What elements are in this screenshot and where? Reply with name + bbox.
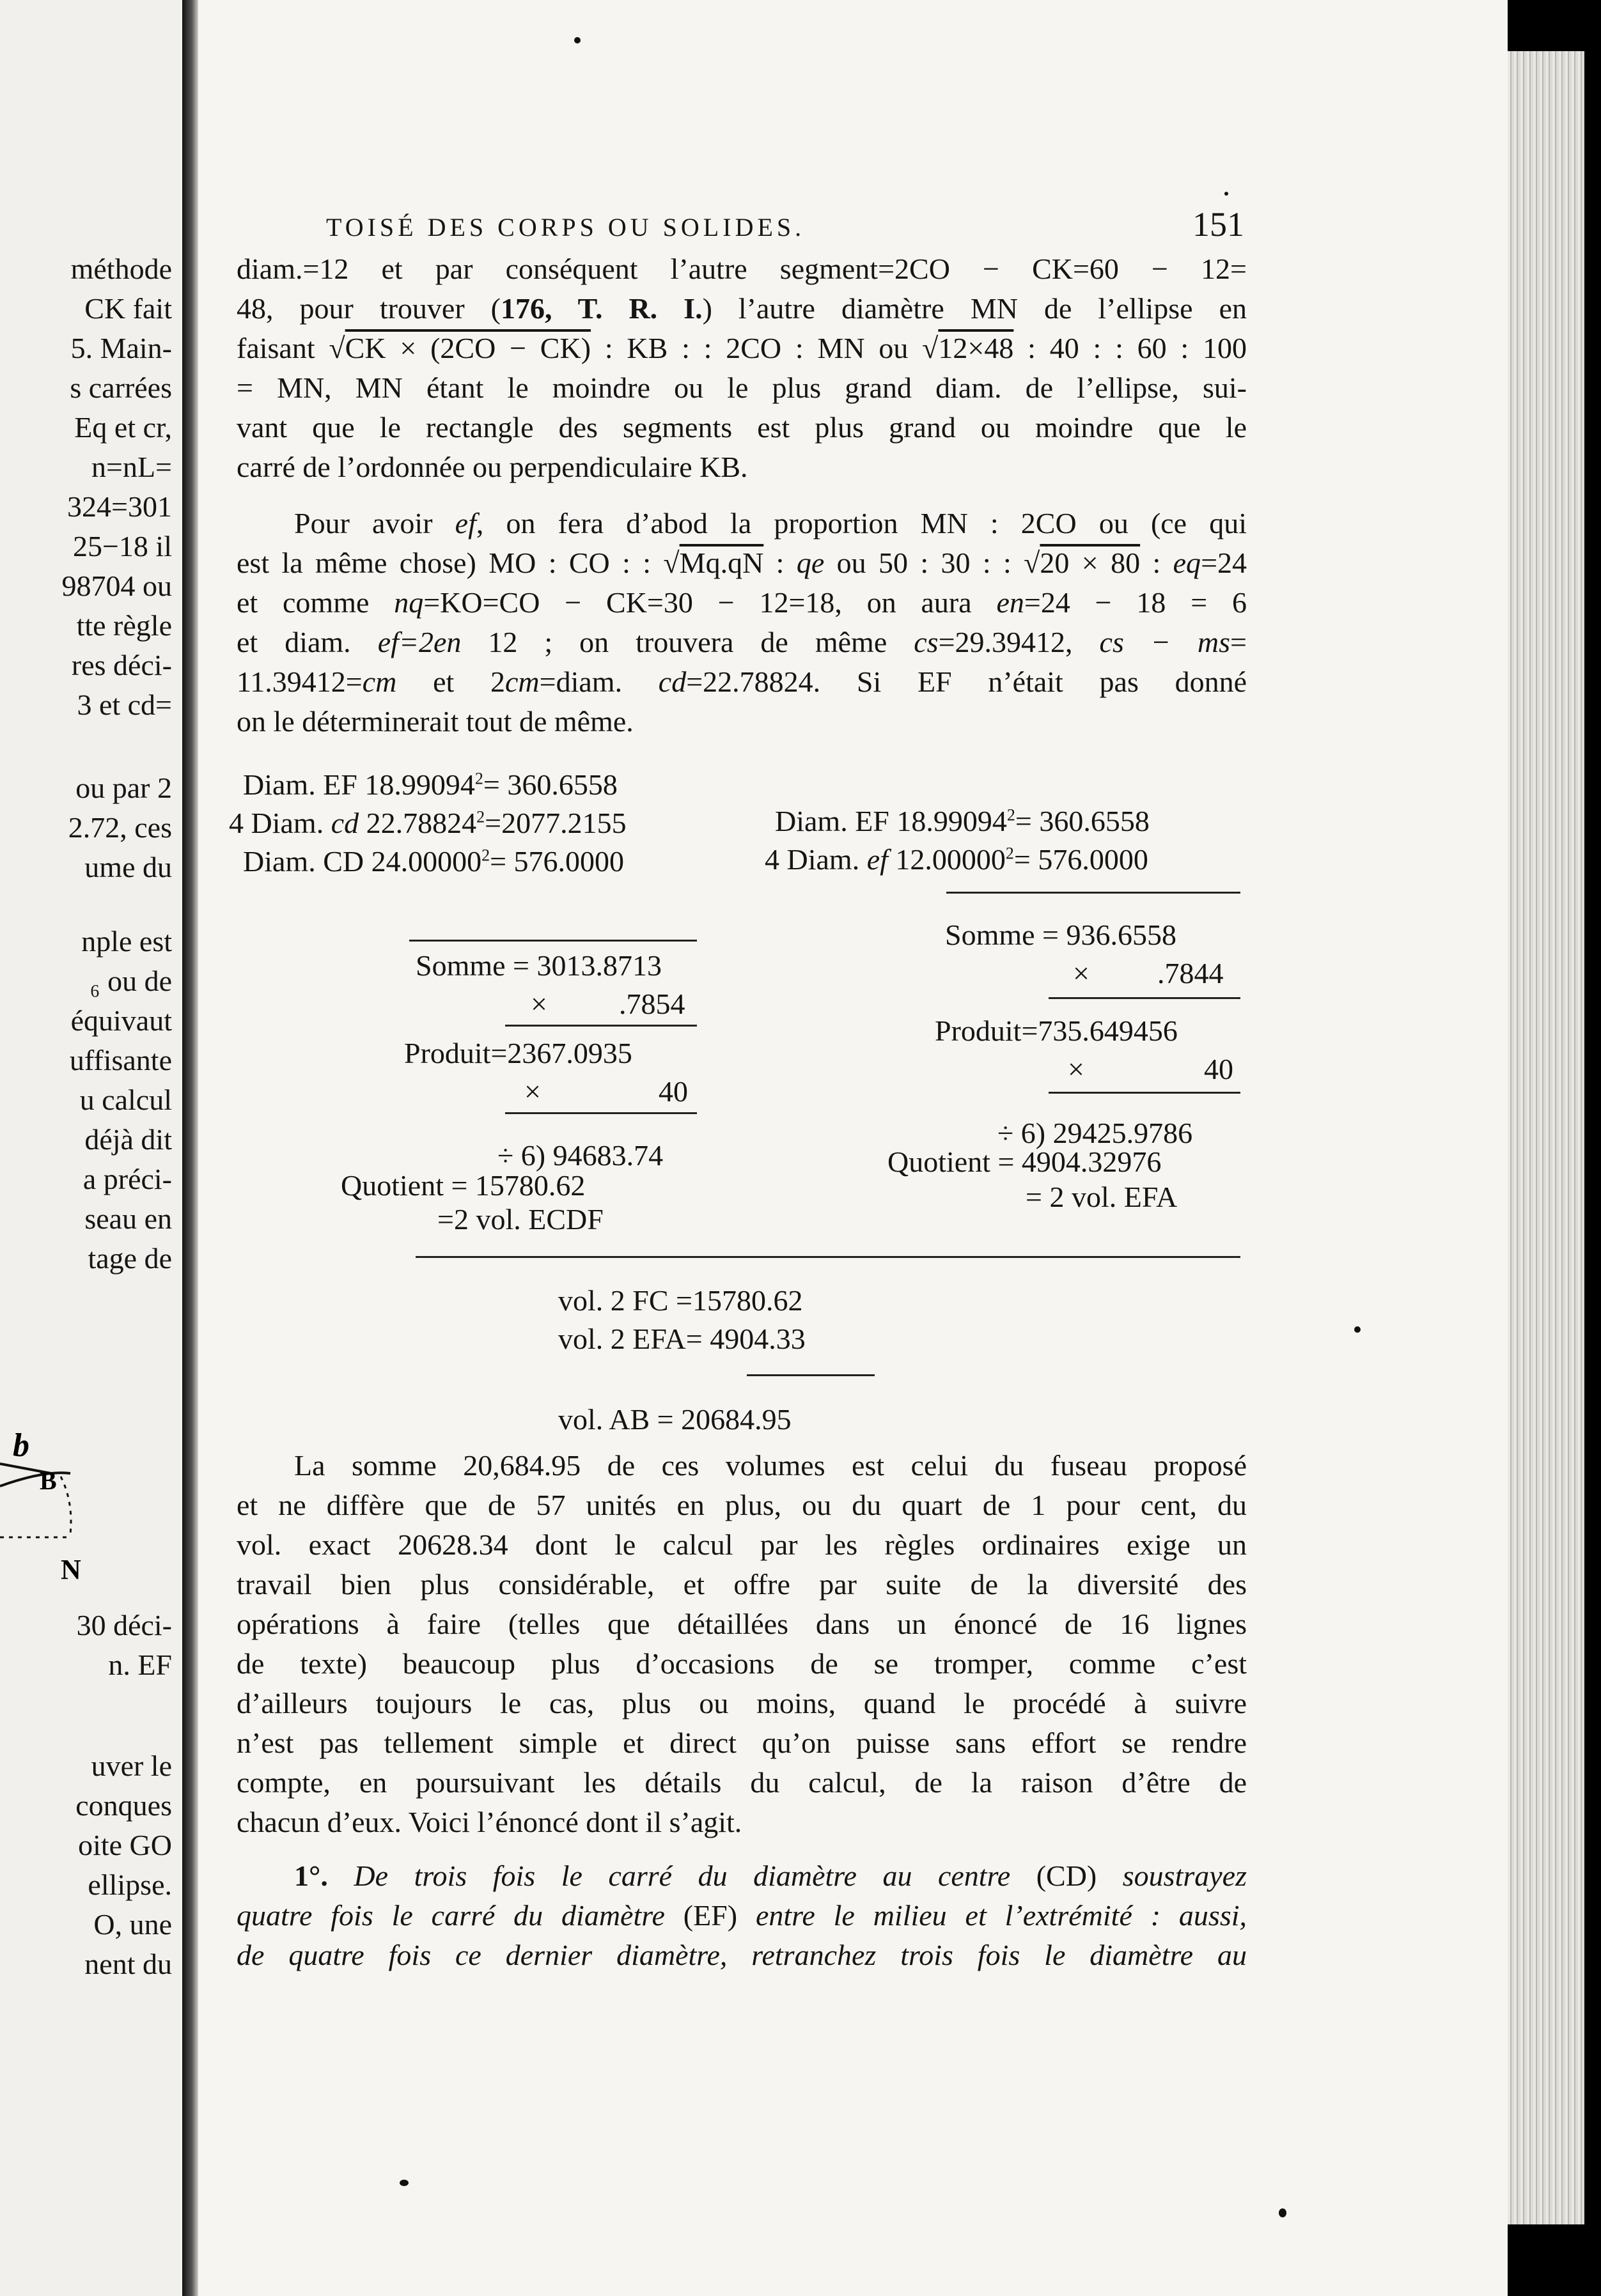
ink-speck [1279, 2208, 1286, 2217]
left-page-text-fragment: s carrées [70, 371, 172, 404]
text-line: de quatre fois ce dernier diamètre, retranchez trois fois le diamètre au [237, 1939, 1247, 1971]
left-page-text-fragment: méthode [70, 252, 172, 285]
calc-rule [946, 892, 1240, 894]
text-line: 11.39412=cm et 2cm=diam. cd=22.78824. Si EF n’était pas donné [237, 665, 1247, 698]
page-number: 151 [1192, 205, 1244, 244]
ink-speck [1224, 192, 1228, 196]
left-page-text-fragment: CK fait [84, 292, 172, 325]
calc-rule [1049, 997, 1240, 999]
calc-left-volume: =2 vol. ECDF [437, 1203, 604, 1236]
text-line: vol. exact 20628.34 dont le calcul par les règles ordinaires exige un [237, 1528, 1247, 1561]
left-page-text-fragment: ellipse. [88, 1868, 172, 1901]
text-line: travail bien plus considérable, et offre par suite de la diversité des [237, 1568, 1247, 1601]
calc-rule [505, 1112, 697, 1114]
text-line: faisant √CK × (2CO − CK) : KB : : 2CO : MN ou √12×48 : 40 : : 60 : 100 [237, 332, 1247, 364]
left-page-text-fragment: Eq et cr, [74, 411, 172, 444]
left-page-text-fragment: a préci- [82, 1163, 172, 1195]
left-page-text-fragment: équivaut [70, 1004, 172, 1037]
left-page-text-fragment: 98704 ou [61, 570, 172, 602]
text-line: chacun d’eux. Voici l’énoncé dont il s’agit. [237, 1806, 742, 1838]
calc-left-division: ÷ 6) 94683.74 [497, 1139, 664, 1172]
text-line: carré de l’ordonnée ou perpendiculaire KB. [237, 451, 748, 483]
left-page-text-fragment: oite GO [78, 1829, 172, 1861]
calc-rule [1049, 1092, 1240, 1094]
calc-left-row1: Diam. EF $18.99094^2= 360.6558$ [243, 768, 618, 801]
text-line: de texte) beaucoup plus d’occasions de se tromper, comme c’est [237, 1647, 1247, 1680]
text-line: et comme nq=KO=CO − CK=30 − 12=18, on aura en=24 − 18 = 6 [237, 586, 1247, 619]
calc-left-produit: Produit=2367.0935 [404, 1037, 632, 1069]
calc-left-factor: .7854 [619, 988, 685, 1020]
left-page-text-fragment: nent du [84, 1948, 172, 1980]
text-line: La somme 20,684.95 de ces volumes est celui du fuseau proposé [294, 1449, 1247, 1482]
calc-left-factor: 40 [659, 1075, 688, 1108]
text-line: 48, pour trouver (176, T. R. I.) l’autre diamètre MN de l’ellipse en [237, 292, 1247, 325]
calc-right-factor: .7844 [1157, 957, 1224, 989]
running-head: TOISÉ DES CORPS OU SOLIDES. [326, 213, 806, 242]
text-line: n’est pas tellement simple et direct qu’on puisse sans effort se rendre [237, 1726, 1247, 1759]
text-line: vant que le rectangle des segments est plus grand ou moindre que le [237, 411, 1247, 444]
calc-right-row2: 4 Diam. ef $12.00000^2= 576.0000$ [765, 843, 1148, 876]
ink-speck [574, 37, 581, 43]
calc-right-quotient: Quotient = 4904.32976 [887, 1145, 1162, 1178]
text-line: opérations à faire (telles que détaillées dans un énoncé de 16 lignes [237, 1608, 1247, 1640]
left-page-text-fragment: nple est [81, 925, 172, 958]
text-line: Pour avoir ef, on fera d’abod la proportion MN : 2CO ou (ce qui [294, 507, 1247, 539]
binding-shadow [182, 0, 198, 2296]
left-page-text-fragment: O, une [93, 1908, 172, 1941]
left-page-text-fragment: 2.72, ces [68, 811, 172, 844]
left-page-text-fragment: tage de [88, 1242, 172, 1275]
text-line: compte, en poursuivant les détails du calcul, de la raison d’être de [237, 1766, 1247, 1799]
total-line: vol. 2 EFA= 4904.33 [558, 1323, 806, 1355]
totals-rule [416, 1256, 1240, 1258]
left-page-text-fragment: 5. Main- [70, 332, 172, 364]
totals-rule [747, 1374, 875, 1376]
left-page-text-fragment: n=nL= [91, 451, 172, 483]
calc-right-row1: Diam. EF $18.99094^2= 360.6558$ [775, 805, 1150, 837]
text-line: diam.=12 et par conséquent l’autre segment=2CO − CK=60 − 12= [237, 252, 1247, 285]
ink-speck [400, 2180, 409, 2186]
diagram-label-b: b [13, 1427, 29, 1464]
calc-rule [505, 1025, 697, 1027]
calc-right-times: × [1073, 957, 1089, 989]
left-page-diagram [0, 1425, 182, 1592]
left-page-text-fragment: uffisante [69, 1044, 172, 1076]
text-line: quatre fois le carré du diamètre (EF) entre le milieu et l’extrémité : aussi, [237, 1899, 1247, 1932]
diagram-label-B: B [40, 1466, 57, 1495]
left-page-text-fragment: n. EF [108, 1648, 172, 1681]
left-page-text-fragment: 30 déci- [76, 1609, 172, 1641]
left-page-text-fragment: res déci- [71, 649, 172, 681]
calc-right-division: ÷ 6) 29425.9786 [997, 1117, 1193, 1149]
calc-left-quotient: Quotient = 15780.62 [341, 1169, 586, 1202]
left-page-text-fragment: tte règle [76, 609, 172, 642]
text-line: d’ailleurs toujours le cas, plus ou moins, quand le procédé à suivre [237, 1687, 1247, 1719]
total-line: vol. AB = 20684.95 [558, 1403, 792, 1436]
left-page-text-fragment: uver le [91, 1749, 172, 1782]
left-page-text-fragment: 3 et cd= [77, 688, 172, 721]
text-line: est la même chose) MO : CO : : √Mq.qN : qe ou 50 : 30 : : √20 × 80 : eq=24 [237, 547, 1247, 579]
calc-left-row3: Diam. CD $24.00000^2= 576.0000$ [243, 845, 625, 878]
left-facing-page [0, 0, 182, 2296]
calc-left-row2: 4 Diam. cd $22.78824^2=2077.2155$ [229, 807, 627, 839]
left-page-text-fragment: ume du [84, 851, 172, 883]
calc-right-factor: 40 [1204, 1053, 1233, 1085]
left-page-text-fragment: déjà dit [84, 1123, 172, 1156]
text-line: et diam. ef=2en 12 ; on trouvera de même cs=29.39412, cs − ms= [237, 626, 1247, 658]
text-line: on le déterminerait tout de même. [237, 705, 634, 738]
total-line: vol. 2 FC =15780.62 [558, 1284, 803, 1317]
calc-right-volume: = 2 vol. EFA [1026, 1181, 1178, 1213]
left-page-text-fragment: seau en [84, 1202, 172, 1235]
calc-right-produit: Produit=735.649456 [935, 1014, 1178, 1047]
calc-left-somme: Somme = 3013.8713 [416, 949, 662, 982]
calc-left-times: × [531, 988, 547, 1020]
left-page-text-fragment: conques [75, 1789, 172, 1822]
left-page-text-fragment: u calcul [79, 1083, 172, 1116]
page-edge-stack [1508, 51, 1584, 2224]
calc-rule [409, 940, 697, 942]
calc-left-times: × [524, 1075, 541, 1108]
calc-right-times: × [1068, 1053, 1084, 1085]
text-line: 1°. De trois fois le carré du diamètre au centre (CD) soustrayez [294, 1859, 1247, 1892]
left-page-text-fragment: ou par 2 [75, 772, 172, 804]
ink-speck [1354, 1326, 1361, 1333]
diagram-label-N: N [61, 1554, 81, 1585]
text-line: et ne diffère que de 57 unités en plus, ou du quart de 1 pour cent, du [237, 1489, 1247, 1521]
calc-right-somme: Somme = 936.6558 [945, 919, 1177, 951]
left-page-text-fragment: 324=301 [67, 490, 172, 523]
text-line: = MN, MN étant le moindre ou le plus grand diam. de l’ellipse, sui- [237, 371, 1247, 404]
left-page-text-fragment: 25−18 il [72, 530, 172, 562]
left-page-text-fragment: ₆ ou de [90, 965, 172, 997]
